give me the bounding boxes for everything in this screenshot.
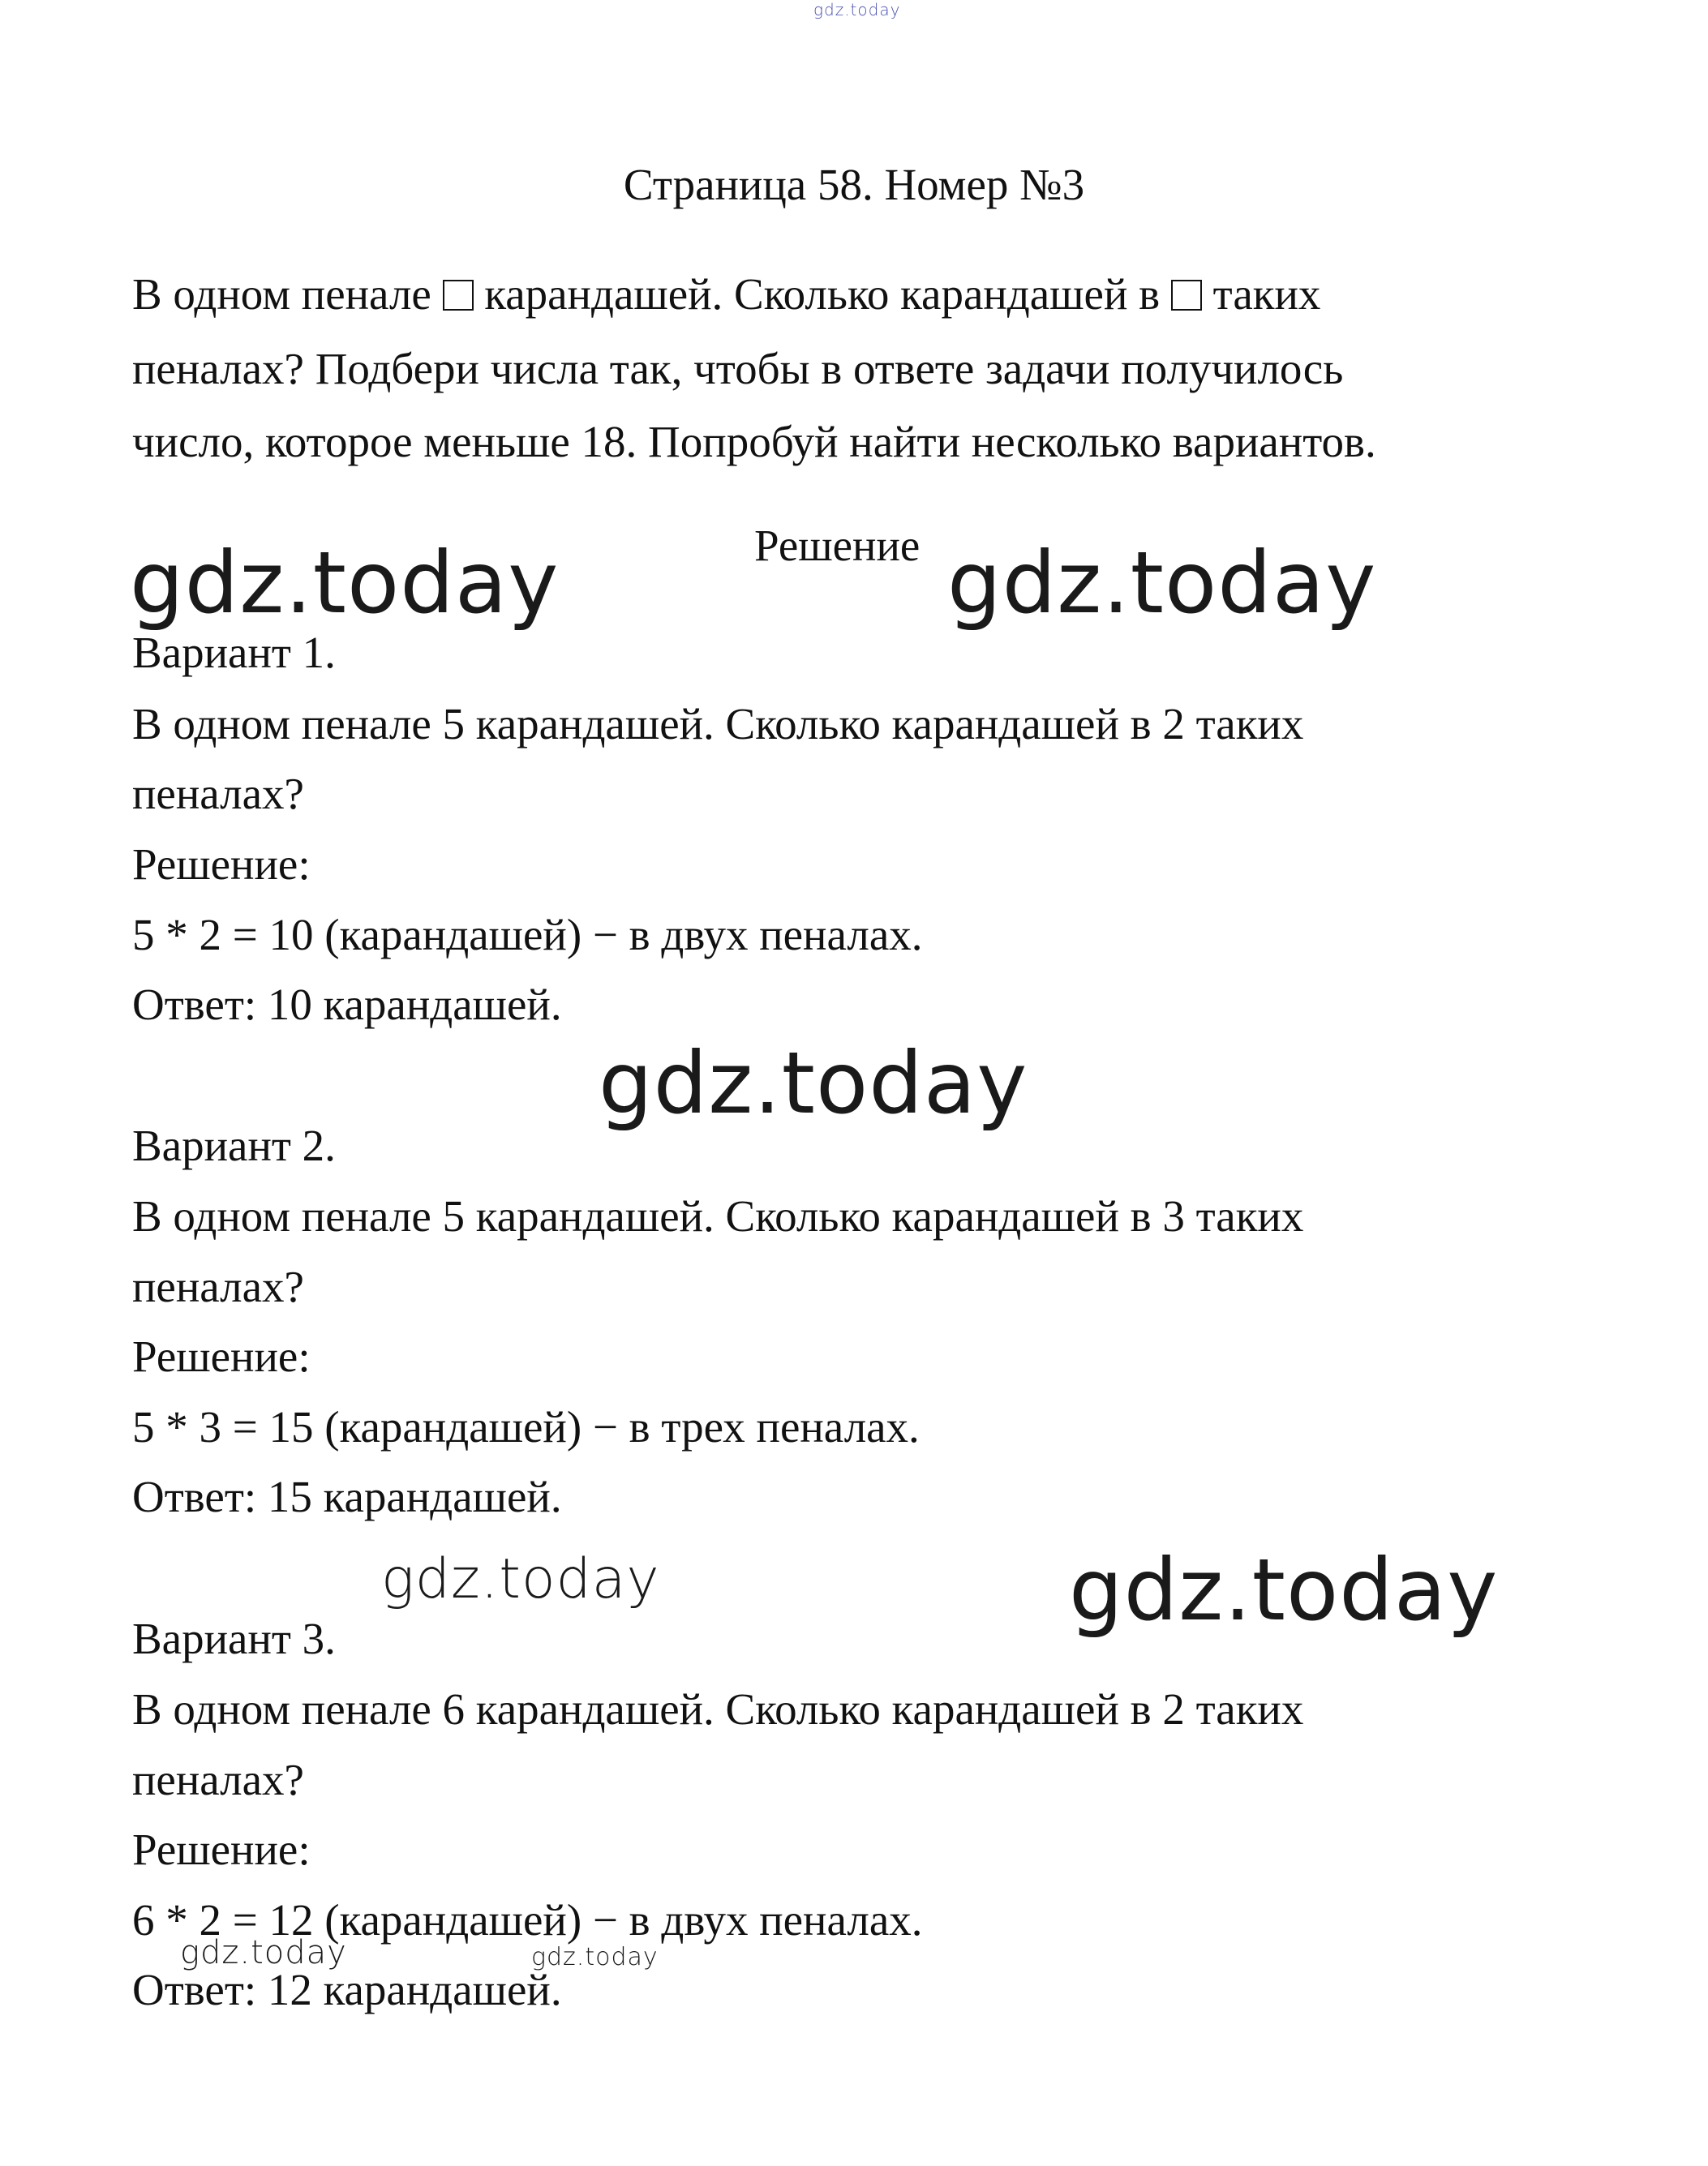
watermark: gdz.today [599, 1034, 1028, 1133]
watermark: gdz.today [180, 1934, 347, 1971]
variant-2-title: Вариант 2. [132, 1121, 336, 1170]
variant-1-problem-line-2: пеналах? [132, 769, 304, 818]
watermark: gdz.today [1069, 1541, 1499, 1640]
task-line-1-part-b: карандашей. Сколько карандашей в [484, 269, 1161, 319]
variant-2-problem-line-1: В одном пенале 5 карандашей. Сколько карандашей в 3 таких [132, 1191, 1304, 1241]
variant-3-problem-line-2: пеналах? [132, 1755, 304, 1804]
task-line-1-part-a: В одном пенале [132, 269, 431, 319]
variant-3-problem-line-1: В одном пенале 6 карандашей. Сколько карандашей в 2 таких [132, 1684, 1304, 1734]
variant-2-answer: Ответ: 15 карандашей. [132, 1472, 562, 1521]
variant-1-answer: Ответ: 10 карандашей. [132, 980, 562, 1029]
page-title: Страница 58. Номер №3 [623, 160, 1085, 209]
task-line-1 [132, 268, 1320, 321]
task-line-3: число, которое меньше 18. Попробуй найти несколько вариантов. [132, 417, 1376, 466]
watermark: gdz.today [531, 1943, 659, 1971]
variant-1-title: Вариант 1. [132, 628, 336, 677]
empty-box-icon [1171, 280, 1202, 311]
watermark: gdz.today [130, 534, 560, 633]
empty-box-icon [443, 280, 474, 311]
variant-2-equation: 5 * 3 = 15 (карандашей) − в трех пеналах. [132, 1402, 920, 1452]
variant-3-equation: 6 * 2 = 12 (карандашей) − в двух пеналах. [132, 1895, 923, 1945]
variant-2-solution-label: Решение: [132, 1332, 311, 1381]
task-line-2: пеналах? Подбери числа так, чтобы в ответе задачи получилось [132, 344, 1344, 393]
variant-3-solution-label: Решение: [132, 1825, 311, 1874]
variant-1-solution-label: Решение: [132, 839, 311, 889]
watermark: gdz.today [947, 534, 1377, 633]
variant-1-equation: 5 * 2 = 10 (карандашей) − в двух пеналах. [132, 910, 923, 959]
solution-heading: Решение [754, 521, 921, 570]
watermark: gdz.today [381, 1547, 660, 1611]
variant-3-answer: Ответ: 12 карандашей. [132, 1965, 562, 2014]
variant-1-problem-line-1: В одном пенале 5 карандашей. Сколько карандашей в 2 таких [132, 699, 1304, 748]
watermark-top: gdz.today [813, 0, 901, 19]
variant-2-problem-line-2: пеналах? [132, 1262, 304, 1311]
variant-3-title: Вариант 3. [132, 1614, 336, 1663]
task-line-1-part-c: таких [1212, 269, 1321, 319]
